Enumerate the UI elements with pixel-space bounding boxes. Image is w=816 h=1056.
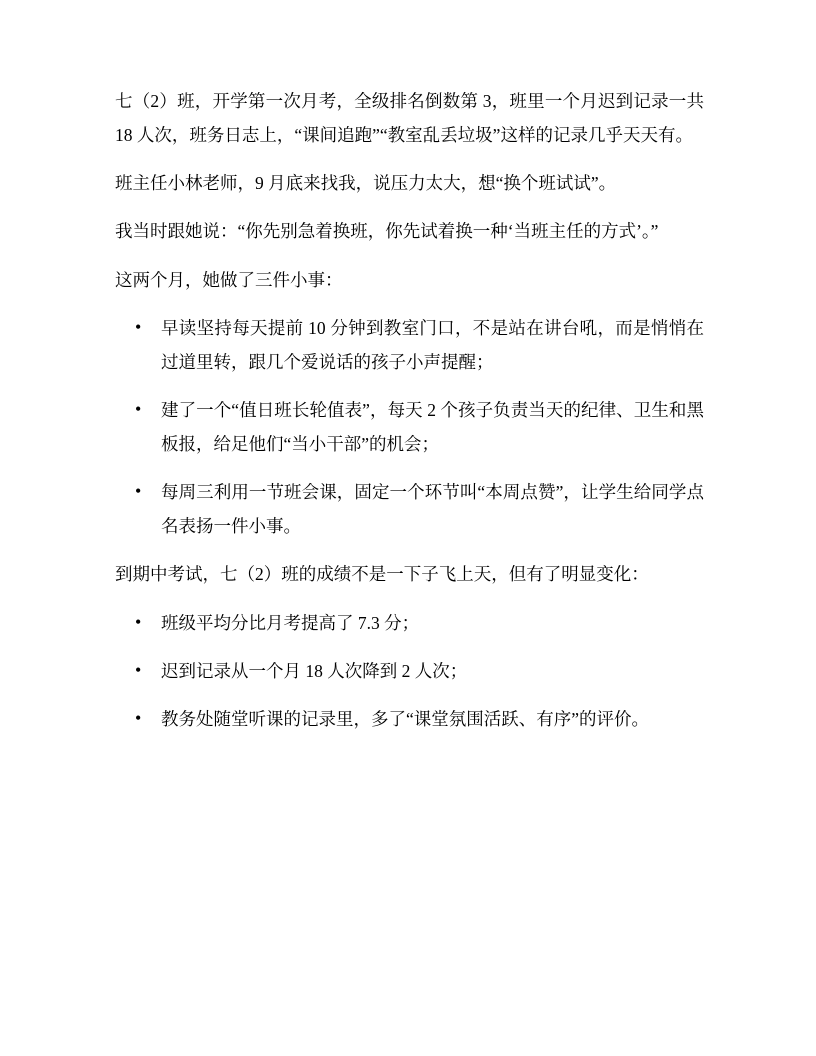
list-results (115, 606, 704, 736)
list-item: • 班级平均分比月考提高了 7.3 分； (161, 606, 704, 640)
document-body (115, 84, 704, 736)
list-item: • 建了一个“值日班长轮值表”，每天 2 个孩子负责当天的纪律、卫生和黑板报，给足他们“当小干部”的机会； (161, 393, 704, 461)
list-item: • 迟到记录从一个月 18 人次降到 2 人次； (161, 654, 704, 688)
list-item: • 早读坚持每天提前 10 分钟到教室门口，不是站在讲台吼，而是悄悄在过道里转，跟几个爱说话的孩子小声提醒； (161, 311, 704, 379)
paragraph-three-things-intro: 这两个月，她做了三件小事： (115, 269, 343, 290)
paragraph-class-background: 七（2）班，开学第一次月考，全级排名倒数第 3，班里一个月迟到记录一共 18 人次，班务日志上，“课间追跑”“教室乱丢垃圾”这样的记录几乎天天有。 (115, 91, 704, 146)
list-item: • 每周三利用一节班会课，固定一个环节叫“本周点赞”，让学生给同学点名表扬一件小事。 (161, 475, 704, 543)
list-three-actions (115, 311, 704, 544)
paragraph-midterm-results-intro: 到期中考试，七（2）班的成绩不是一下子飞上天，但有了明显变化： (115, 564, 649, 585)
list-item: • 教务处随堂听课的记录里，多了“课堂氛围活跃、有序”的评价。 (161, 702, 704, 736)
paragraph-advice-quote: 我当时跟她说：“你先别急着换班，你先试着换一种‘当班主任的方式’。” (115, 221, 659, 242)
paragraph-teacher-request: 班主任小林老师，9 月底来找我，说压力太大，想“换个班试试”。 (115, 173, 617, 194)
